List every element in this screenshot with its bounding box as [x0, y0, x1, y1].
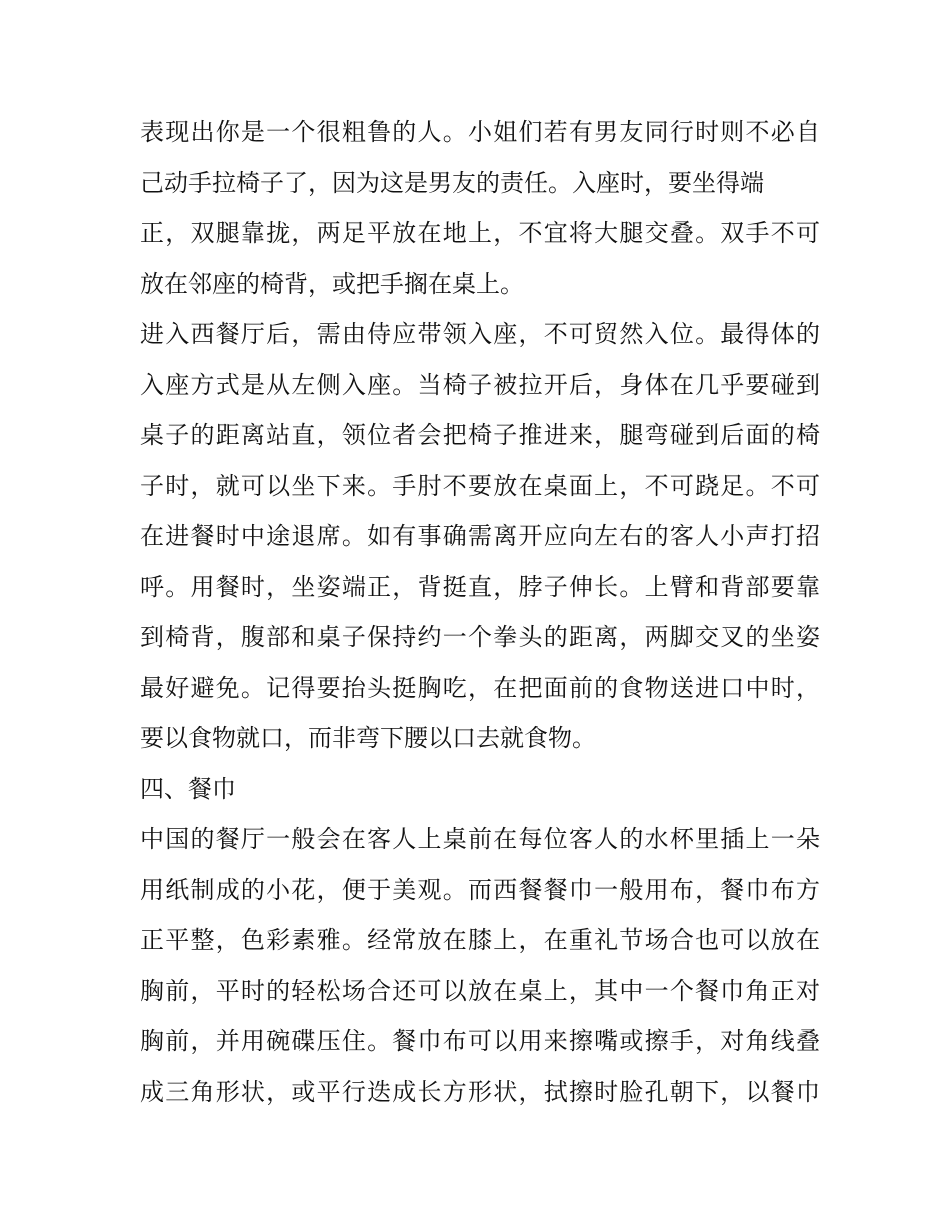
text-line-13: 要以食物就口，而非弯下腰以口去就食物。 [140, 724, 596, 752]
text-line-10: 呼。用餐时，坐姿端正，背挺直，脖子伸长。上臂和背部要靠 [140, 572, 820, 601]
text-line-3: 正，双腿靠拢，两足平放在地上，不宜将大腿交叠。双手不可 [140, 219, 820, 247]
text-line-19: 胸前，并用碗碟压住。餐巾布可以用来擦嘴或擦手，对角线叠 [140, 1027, 820, 1055]
text-line-11: 到椅背，腹部和桌子保持约一个拳头的距离，两脚交叉的坐姿 [140, 623, 820, 651]
text-line-20: 成三角形状，或平行迭成长方形状，拭擦时脸孔朝下，以餐巾 [140, 1077, 820, 1106]
body-text [140, 107, 820, 1117]
text-line-9: 在进餐时中途退席。如有事确需离开应向左右的客人小声打招 [140, 522, 820, 550]
text-line-15: 中国的餐厅一般会在客人上桌前在每位客人的水杯里插上一朵 [140, 825, 820, 853]
text-line-1: 表现出你是一个很粗鲁的人。小姐们若有男友同行时则不必自 [140, 118, 820, 146]
text-line-6: 入座方式是从左侧入座。当椅子被拉开后，身体在几乎要碰到 [140, 370, 820, 399]
text-line-4: 放在邻座的椅背，或把手搁在桌上。 [140, 269, 524, 298]
text-line-17: 正平整，色彩素雅。经常放在膝上，在重礼节场合也可以放在 [140, 926, 820, 954]
section-heading: 四、餐巾 [140, 774, 236, 803]
text-line-5: 进入西餐厅后，需由侍应带领入座，不可贸然入位。最得体的 [140, 320, 820, 348]
text-line-12: 最好避免。记得要抬头挺胸吃，在把面前的食物送进口中时， [140, 673, 820, 702]
text-line-2: 己动手拉椅子了，因为这是男友的责任。入座时，要坐得端 [140, 168, 764, 197]
text-line-18: 胸前，平时的轻松场合还可以放在桌上，其中一个餐巾角正对 [140, 976, 820, 1005]
text-line-7: 桌子的距离站直，领位者会把椅子推进来，腿弯碰到后面的椅 [140, 421, 820, 449]
text-line-8: 子时，就可以坐下来。手肘不要放在桌面上，不可跷足。不可 [140, 471, 820, 500]
text-line-16: 用纸制成的小花，便于美观。而西餐餐巾一般用布，餐巾布方 [140, 875, 820, 904]
